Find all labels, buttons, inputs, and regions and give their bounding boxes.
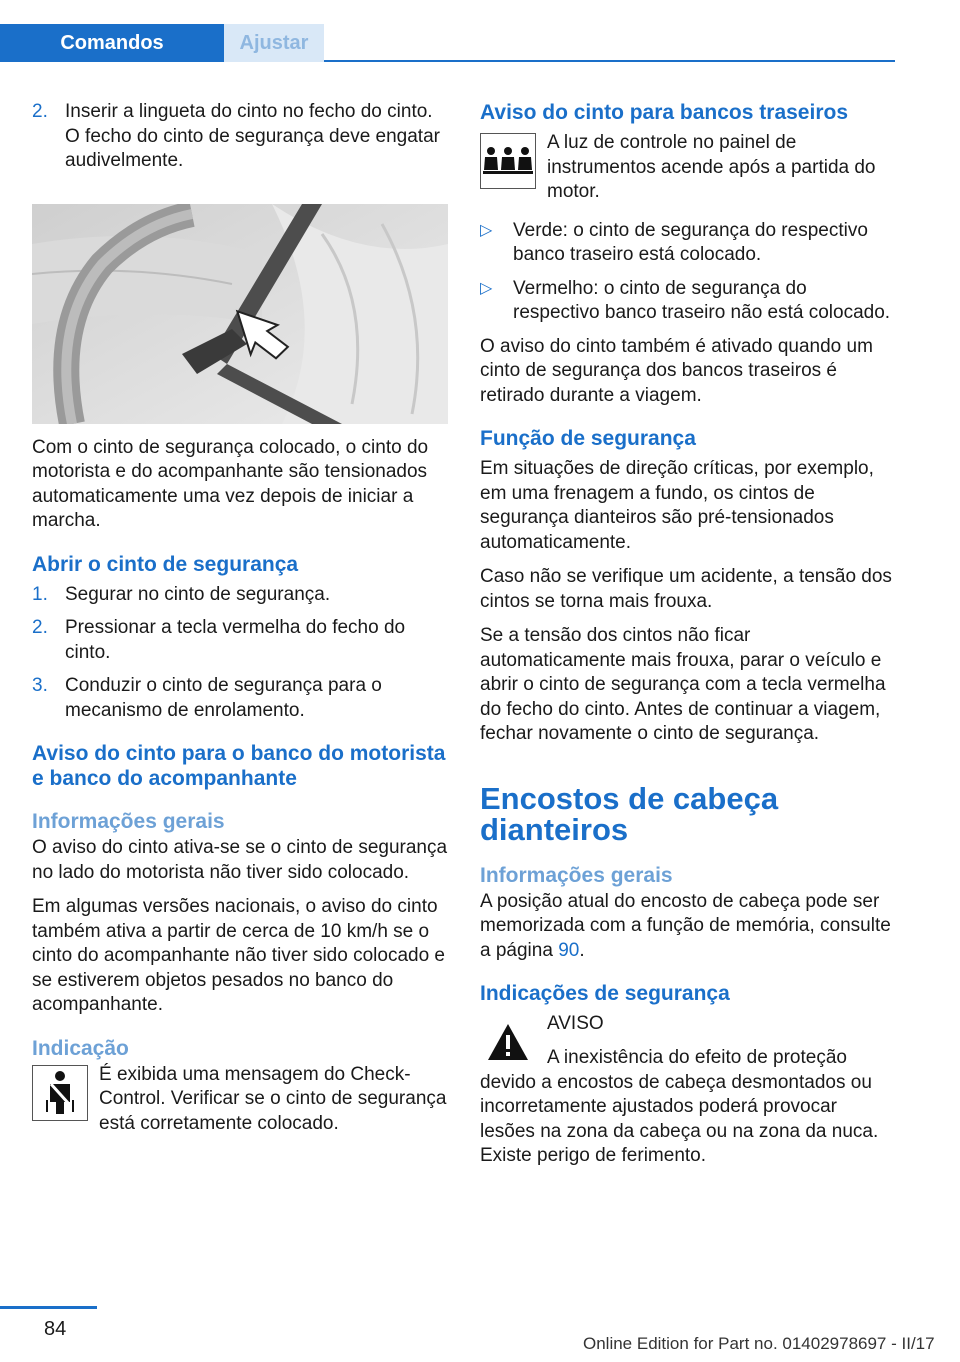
page-link[interactable]: 90 (558, 939, 580, 961)
step-number: 2. (32, 101, 48, 122)
heading-general-info: Informações gerais (32, 810, 225, 833)
seatbelt-buckle-illustration (32, 204, 448, 424)
warning-triangle-icon (480, 1014, 536, 1070)
list-item (480, 219, 896, 268)
paragraph-tension: Com o cinto de segurança colocado, o cinto do motorista e do acompanhante são tensionados automaticamente uma vez depois de iniciar a marcha. (32, 436, 429, 531)
warning-label: AVISO (547, 1013, 604, 1034)
list-item (480, 277, 896, 326)
paragraph-rear: O aviso do cinto também é ativado quando um cinto de segurança dos bancos traseiros é retirado durante a viagem. (480, 335, 873, 406)
seatbelt-warning-icon (32, 1065, 88, 1121)
indication-block (32, 1063, 448, 1137)
step-number: 2. (32, 617, 48, 638)
paragraph-headrest (480, 890, 896, 964)
paragraph-general-2: Em algumas versões nacionais, o aviso do cinto também ativa a partir de cerca de 10 km/h se o cinto do acompanhante não tiver sido colocado e se estiverem objetos pesados no banco do acompanhante. (32, 896, 445, 1015)
right-column (480, 100, 896, 1179)
heading-driver-warning: Aviso do cinto para o banco do motorista e banco do acompanhante (32, 742, 446, 790)
tab-comandos[interactable]: Comandos (0, 24, 224, 62)
step-text: Inserir a lingueta do cinto no fecho do cinto. O fecho do cinto de segurança deve engatar audivelmente. (65, 101, 440, 171)
step-number: 3. (32, 675, 48, 696)
list-text: Vermelho: o cinto de segurança do respectivo banco traseiro não está colocado. (513, 277, 891, 323)
paragraph-safety-1: Em situações de direção críticas, por exemplo, em uma frenagem a fundo, os cintos de segurança dianteiros são pré-tensionados automaticamente. (480, 458, 874, 553)
heading-indication: Indicação (32, 1036, 129, 1060)
footer-line (0, 1306, 97, 1309)
warning-text: A inexistência do efeito de proteção devido a encostos de cabeça desmontados ou incorretamente ajustados poderá provocar lesões na zona da cabeça ou na zona da nuca. Existe perigo de ferimento. (480, 1047, 879, 1166)
step-text: Segurar no cinto de segurança. (65, 583, 331, 605)
indication-text: É exibida uma mensagem do Check-Control. Verificar se o cinto de segurança está corretamente colocado. (99, 1063, 447, 1134)
list-triangle-icon: ▷ (480, 279, 493, 297)
heading-safety-notes: Indicações de segurança (480, 982, 730, 1005)
step-text: Conduzir o cinto de segurança para o mecanismo de enrolamento. (65, 675, 382, 721)
heading-safety-function: Função de segurança (480, 427, 696, 450)
paragraph-safety-3: Se a tensão dos cintos não ficar automaticamente mais frouxa, parar o veículo e abrir o cinto de segurança com a tecla vermelha do fecho do cinto. Antes de continuar a viagem, fechar novamente o cinto de segurança. (480, 625, 886, 744)
edition-note: Online Edition for Part no. 01402978697 - II/17 (583, 1334, 935, 1353)
headrest-end: . (579, 939, 585, 961)
heading-open-belt: Abrir o cinto de segurança (32, 552, 299, 576)
paragraph-general-1: O aviso do cinto ativa-se se o cinto de segurança no lado do motorista não tiver sido colocado. (32, 837, 448, 883)
heading-rear-warning: Aviso do cinto para bancos traseiros (480, 101, 848, 124)
header-tabs (0, 24, 895, 62)
step-number: 1. (32, 583, 48, 605)
heading-headrests: Encostos de cabeça dianteiros (480, 780, 779, 847)
heading-general-info: Informações gerais (480, 863, 673, 887)
list-item (32, 100, 448, 174)
headrest-text: A posição atual do encosto de cabeça pode ser memorizada com a função de memória, consulte a página (480, 890, 891, 961)
left-column (32, 100, 448, 1150)
list-triangle-icon: ▷ (480, 221, 493, 239)
seatbelt-buckle-photo (32, 204, 448, 424)
rear-seatbelt-warning-icon (480, 133, 536, 189)
step-text: Pressionar a tecla vermelha do fecho do cinto. (65, 617, 406, 663)
paragraph-safety-2: Caso não se verifique um acidente, a tensão dos cintos se torna mais frouxa. (480, 566, 892, 612)
rear-warning-text: A luz de controle no painel de instrumentos acende após a partida do motor. (547, 132, 876, 202)
warning-block (480, 1012, 896, 1072)
list-item (32, 616, 448, 665)
list-text: Verde: o cinto de segurança do respectivo banco traseiro está colocado. (513, 219, 868, 265)
list-item (32, 674, 448, 723)
tab-ajustar[interactable]: Ajustar (224, 24, 324, 62)
list-item (32, 583, 448, 608)
page-number: 84 (44, 1318, 67, 1340)
rear-warning-block (480, 131, 896, 205)
